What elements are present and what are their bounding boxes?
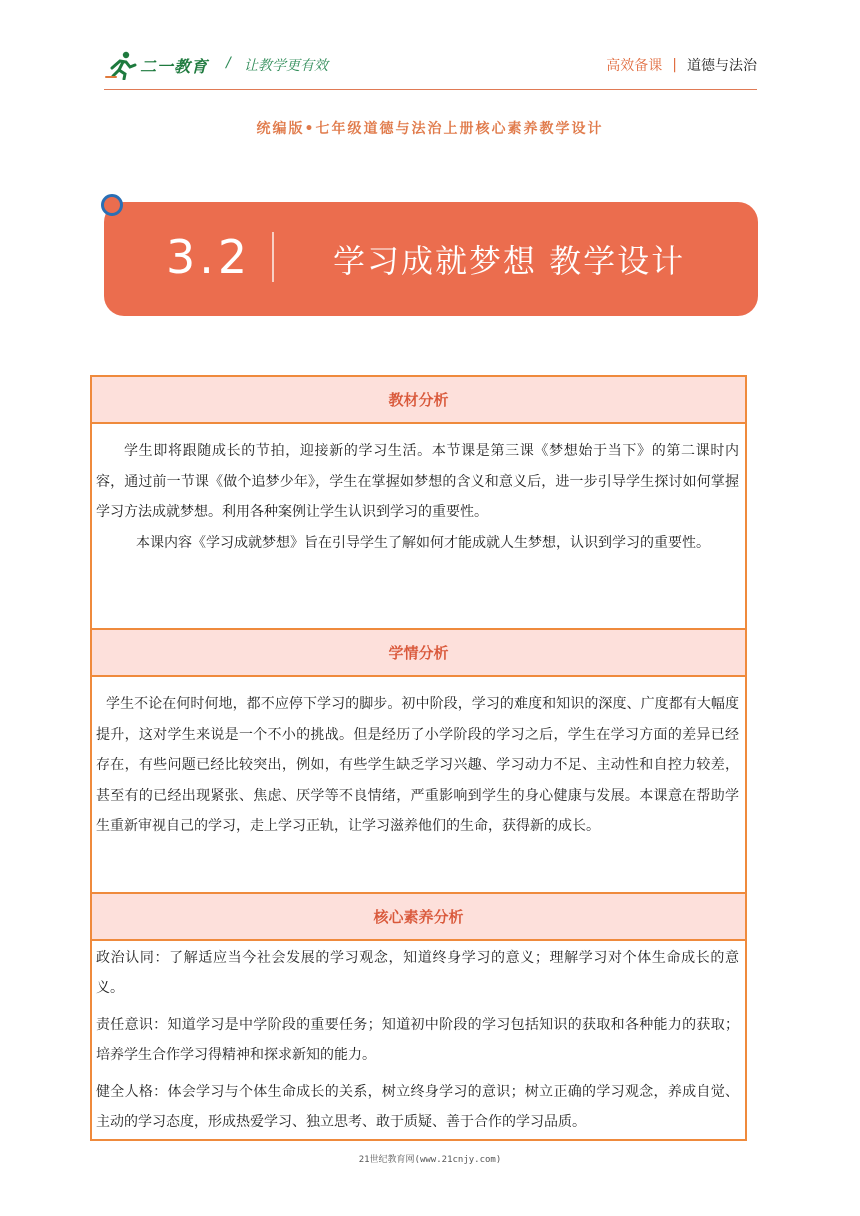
paragraph: 本课内容《学习成就梦想》旨在引导学生了解如何才能成就人生梦想，认识到学习的重要性。: [136, 534, 710, 551]
banner-divider: [272, 232, 274, 282]
paragraph: 学生不论在何时何地，都不应停下学习的脚步。初中阶段，学习的难度和知识的深度、广度都有大幅度提升，这对学生来说是一个不小的挑战。但是经历了小学阶段的学习之后，学生在学习方面的差异已经存在，有些问题已经比较突出，例如，有些学生缺乏学习兴趣、学习动力不足、主动性和自控力较差，甚至有的已经出现紧张、焦虑、厌学等不良情绪，严重影响到学生的身心健康与发展。本课意在帮助学生重新审视自己的学习，走上学习正轨，让学习滋养他们的生命，获得新的成长。: [96, 696, 739, 834]
paragraph: 学生即将跟随成长的节拍，迎接新的学习生活。本节课是第三课《梦想始于当下》的第二课时内容，通过前一节课《做个追梦少年》，学生在掌握如梦想的含义和意义后，进一步引导学生探讨如何掌握学习方法成就梦想。利用各种案例让学生认识到学习的重要性。: [96, 443, 739, 520]
document-subtitle: 统编版•七年级道德与法治上册核心素养教学设计: [256, 121, 604, 137]
slogan-separator: /: [226, 55, 231, 71]
page-header: [0, 0, 860, 100]
section-heading-core-literacy: 核心素养分析: [92, 894, 745, 941]
section-heading-textbook: 教材分析: [92, 377, 745, 424]
lesson-title: 学习成就梦想 教学设计: [333, 242, 686, 280]
paragraph: 政治认同：了解适应当今社会发展的学习观念，知道终身学习的意义；理解学习对个体生命成长的意义。: [96, 950, 739, 996]
slogan: 让教学更有效: [244, 58, 328, 74]
prep-label: 高效备课: [606, 58, 663, 74]
paragraph: 责任意识：知道学习是中学阶段的重要任务；知道初中阶段的学习包括知识的获取和各种能力的获取；培养学生合作学习得精神和探求新知的能力。: [96, 1017, 739, 1063]
banner-dot-icon: [101, 194, 123, 216]
page-footer: 21世纪教育网(www.21cnjy.com): [358, 1155, 502, 1165]
lesson-number: 3.2: [166, 230, 252, 284]
runner-logo-icon: [104, 50, 138, 80]
section-body-students: [92, 677, 745, 894]
section-body-core-literacy: [92, 941, 745, 1139]
analysis-table: [90, 375, 747, 1141]
header-separator: |: [672, 57, 677, 73]
section-heading-students: 学情分析: [92, 630, 745, 677]
logo: [104, 50, 208, 80]
logo-text: 二一教育: [140, 56, 209, 76]
section-body-textbook: [92, 424, 745, 630]
header-divider: [104, 89, 757, 90]
header-right: [606, 55, 757, 75]
paragraph: 健全人格：体会学习与个体生命成长的关系，树立终身学习的意识；树立正确的学习观念，养成自觉、主动的学习态度，形成热爱学习、独立思考、敢于质疑、善于合作的学习品质。: [96, 1084, 739, 1130]
subject-label: 道德与法治: [687, 58, 757, 74]
